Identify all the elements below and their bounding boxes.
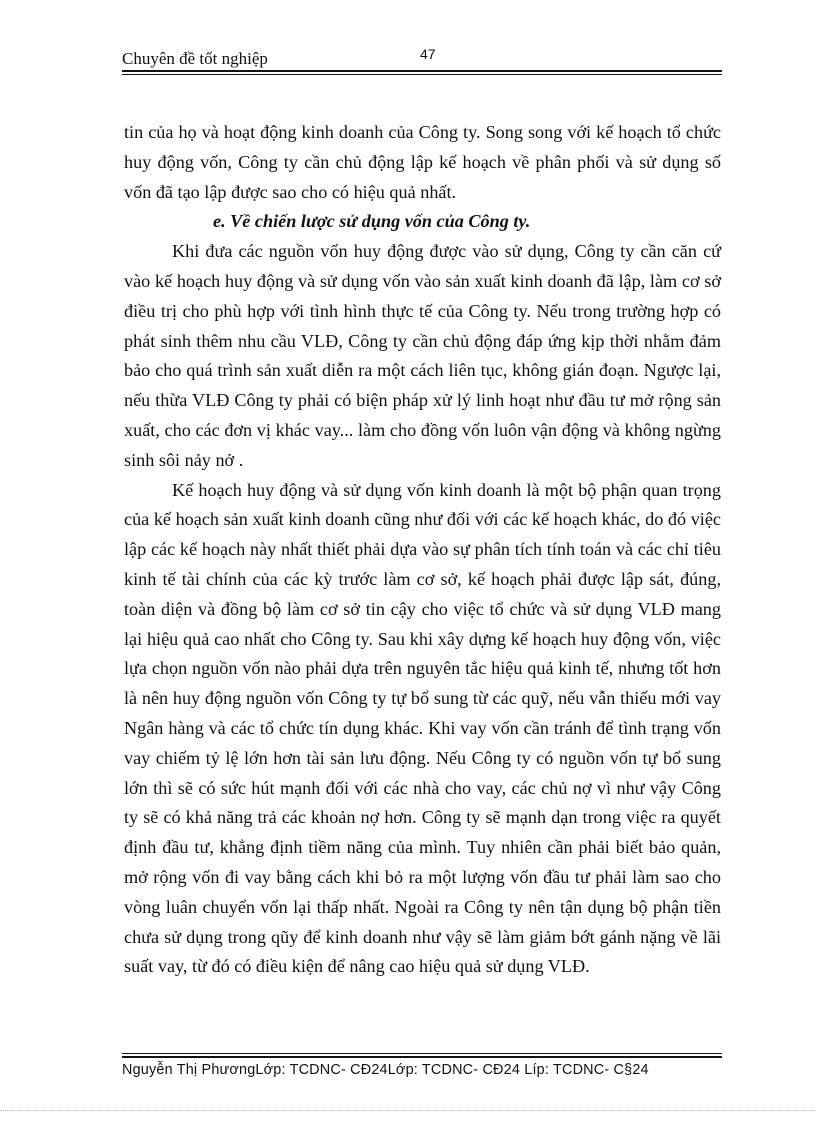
header-rule-thin xyxy=(122,74,722,75)
paragraph-capital-usage: Khi đưa các nguồn vốn huy động được vào sử dụng, Công ty cần căn cứ vào kế hoạch huy động và sử dụng vốn vào sản xuất kinh doanh đã lập, làm cơ sở điều trị cho phù hợp với tình hình thực tế của Công ty. Nếu trong trường hợp có phát sinh thêm nhu cầu VLĐ, Công ty cần chủ động đáp ứng kịp thời nhằm đảm bảo cho quá trình sản xuất diễn ra một cách liên tục, không gián đoạn. Ngược lại, nếu thừa VLĐ Công ty phải có biện pháp xử lý linh hoạt như đầu tư mở rộng sản xuất, cho các đơn vị khác vay... làm cho đồng vốn luôn vận động và không ngừng sinh sôi nảy nở . xyxy=(124,241,721,470)
section-heading: e. Về chiến lược sử dụng vốn của Công ty. xyxy=(213,211,531,232)
document-body xyxy=(124,118,721,982)
paragraph-continuation: tin của họ và hoạt động kinh doanh của Công ty. Song song với kế hoạch tổ chức huy động vốn, Công ty cần chủ động lập kế hoạch về phân phối và sử dụng số vốn đã tạo lập được sao cho có hiệu quả nhất. xyxy=(124,122,721,202)
paragraph-capital-plan: Kế hoạch huy động và sử dụng vốn kinh doanh là một bộ phận quan trọng của kế hoạch sản xuất kinh doanh cũng như đối với các kế hoạch khác, do đó việc lập các kế hoạch này nhất thiết phải dựa vào sự phân tích tính toán và các chỉ tiêu kinh tế tài chính của các kỳ trước làm cơ sở, kế hoạch phải được lập sát, đúng, toàn diện và đồng bộ làm cơ sở tin cậy cho việc tổ chức và sử dụng VLĐ mang lại hiệu quả cao nhất cho Công ty. Sau khi xây dựng kế hoạch huy động vốn, việc lựa chọn nguồn vốn nào phải dựa trên nguyên tắc hiệu quả kinh tế, nhưng tốt hơn là nên huy động nguồn vốn Công ty tự bổ sung từ các quỹ, nếu vẫn thiếu mới vay Ngân hàng và các tổ chức tín dụng khác. Khi vay vốn cần tránh để tình trạng vốn vay chiếm tỷ lệ lớn hơn tài sản lưu động. Nếu Công ty có nguồn vốn tự bổ sung lớn thì sẽ có sức hút mạnh đối với các nhà cho vay, các chủ nợ vì như vậy Công ty sẽ có khả năng trả các khoản nợ hơn. Công ty sẽ mạnh dạn trong việc ra quyết định đầu tư, khẳng định tiềm năng của mình. Tuy nhiên cần phải biết bảo quản, mở rộng vốn đi vay bằng cách khi bỏ ra một lượng vốn đầu tư phải làm sao cho vòng luân chuyển vốn lại thấp nhất. Ngoài ra Công ty nên tận dụng bộ phận tiền chưa sử dụng trong qũy để kinh doanh như vậy sẽ làm giảm bớt gánh nặng về lãi suất vay, từ đó có điều kiện để nâng cao hiệu quả sử dụng VLĐ. xyxy=(124,479,721,977)
page-footer: Nguyễn Thị PhươngLớp: TCDNC- CĐ24Lớp: TCDNC- CĐ24 Líp: TCDNC- C§24 xyxy=(122,1062,649,1078)
page-bottom-dotted-line xyxy=(0,1110,816,1111)
header-rule-thick xyxy=(122,70,722,72)
footer-rule-thin xyxy=(122,1053,722,1054)
page-header xyxy=(122,44,722,72)
document-title: Chuyên đề tốt nghiệp xyxy=(122,49,268,68)
footer-rule-thick xyxy=(122,1056,722,1058)
page-number: 47 xyxy=(420,46,436,62)
